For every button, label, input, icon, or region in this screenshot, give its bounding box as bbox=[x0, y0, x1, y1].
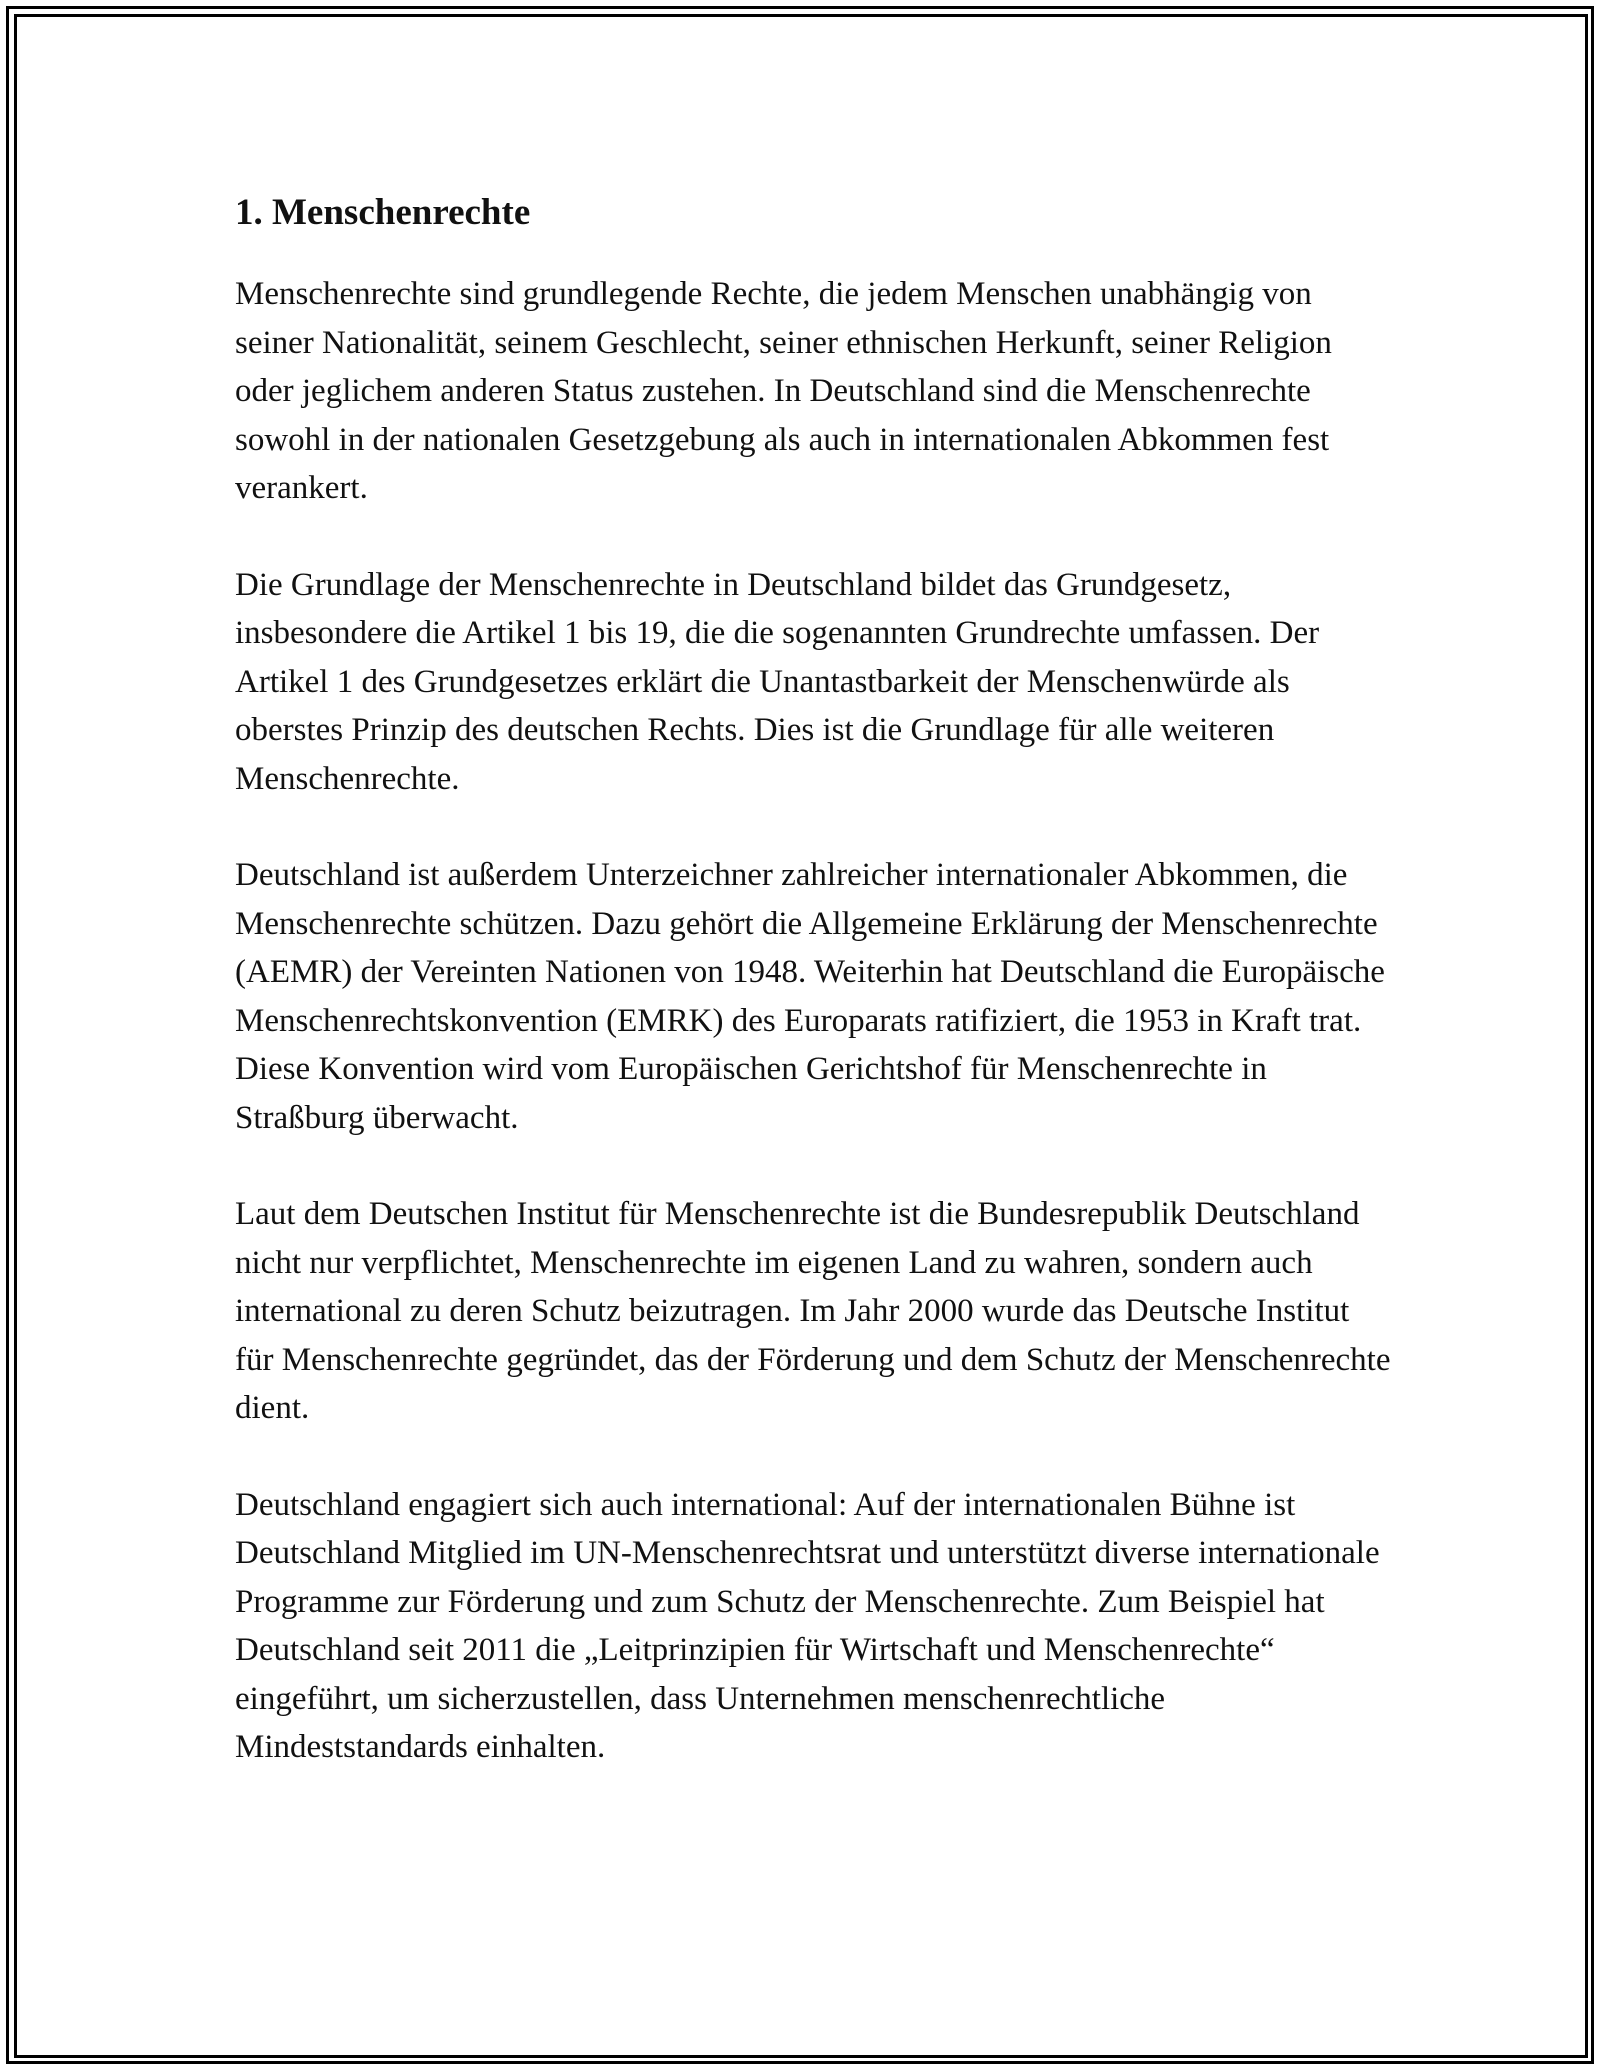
section-heading: 1. Menschenrechte bbox=[235, 192, 531, 233]
paragraph-4: Laut dem Deutschen Institut für Menschenrechte ist die Bundesrepublik Deutschland nicht nur verpflichtet, Menschenrechte im eigenen Land zu wahren, sondern auch international zu deren Schutz beizutragen. Im Jahr 2000 wurde das Deutsche Institut für Menschenrechte gegründet, das der Förderung und dem Schutz der Menschenrechte dient. bbox=[235, 1196, 1391, 1426]
paragraph-5: Deutschland engagiert sich auch international: Auf der internationalen Bühne ist Deutschland Mitglied im UN-Menschenrechtsrat und unterstützt diverse internationale Programme zur Förderung und zum Schutz der Menschenrechte. Zum Beispiel hat Deutschland seit 2011 die „Leitprinzipien für Wirtschaft und Menschenrechte“ eingeführt, um sicherzustellen, dass Unternehmen menschenrechtliche Mindeststandards einhalten. bbox=[235, 1486, 1380, 1765]
document-body bbox=[235, 186, 1395, 1820]
paragraph-1: Menschenrechte sind grundlegende Rechte, die jedem Menschen unabhängig von seiner Nationalität, seinem Geschlecht, seiner ethnischen Herkunft, seiner Religion oder jeglichem anderen Status zustehen. In Deutschland sind die Menschenrechte sowohl in der nationalen Gesetzgebung als auch in internationalen Abkommen fest verankert. bbox=[235, 276, 1332, 506]
paragraph-3: Deutschland ist außerdem Unterzeichner zahlreicher internationaler Abkommen, die Menschenrechte schützen. Dazu gehört die Allgemeine Erklärung der Menschenrechte (AEMR) der Vereinten Nationen von 1948. Weiterhin hat Deutschland die Europäische Menschenrechtskonvention (EMRK) des Europarats ratifiziert, die 1953 in Kraft trat. Diese Konvention wird vom Europäischen Gerichtshof für Menschenrechte in Straßburg überwacht. bbox=[235, 857, 1385, 1136]
paragraph-2: Die Grundlage der Menschenrechte in Deutschland bildet das Grundgesetz, insbesondere die Artikel 1 bis 19, die die sogenannten Grundrechte umfassen. Der Artikel 1 des Grundgesetzes erklärt die Unantastbarkeit der Menschenwürde als oberstes Prinzip des deutschen Rechts. Dies ist die Grundlage für alle weiteren Menschenrechte. bbox=[235, 566, 1320, 797]
